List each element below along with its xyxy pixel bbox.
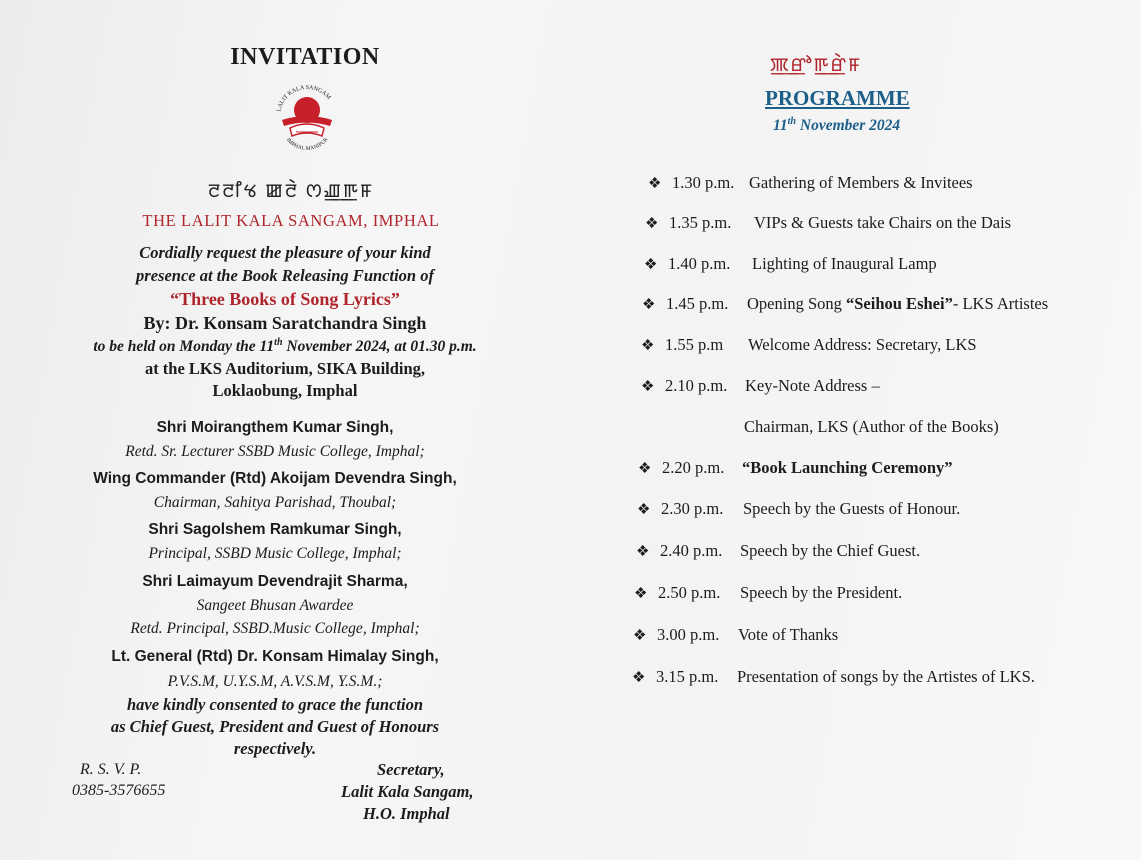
guest-1-title: Retd. Sr. Lecturer SSBD Music College, Imphal; (125, 443, 425, 460)
rsvp-label: R. S. V. P. (80, 761, 142, 778)
bullet-icon: ❖ (645, 216, 659, 232)
guest-3-title: Principal, SSBD Music College, Imphal; (148, 545, 402, 562)
programme-item (641, 335, 977, 355)
guest-5-title: P.V.S.M, U.Y.S.M, A.V.S.M, Y.S.M.; (167, 673, 383, 690)
item-desc: Vote of Thanks (738, 625, 839, 644)
signature-line-3: H.O. Imphal (363, 804, 450, 823)
venue-line-2: Loklaobung, Imphal (212, 381, 358, 400)
signature-line-2: Lalit Kala Sangam, (341, 782, 474, 801)
programme-item (644, 254, 937, 274)
programme-item (638, 458, 953, 478)
item-desc: Chairman, LKS (Author of the Books) (744, 417, 999, 436)
item-time: 2.30 p.m. (661, 499, 724, 518)
item-desc: Welcome Address: Secretary, LKS (748, 335, 977, 354)
guest-4-title-2: Retd. Principal, SSBD.Music College, Imphal; (130, 620, 420, 637)
guest-4-title-1: Sangeet Bhusan Awardee (196, 597, 354, 614)
programme-item (633, 625, 838, 645)
bullet-icon: ❖ (632, 670, 646, 686)
programme-item-continuation (744, 417, 999, 437)
item-time: 1.55 p.m (665, 335, 724, 354)
programme-heading: PROGRAMME (765, 86, 910, 110)
bullet-icon: ❖ (648, 176, 662, 192)
item-time: 2.10 p.m. (665, 376, 728, 395)
item-desc: Speech by the Chief Guest. (740, 541, 921, 560)
guest-2-name: Wing Commander (Rtd) Akoijam Devendra Singh, (93, 470, 457, 487)
item-desc: Key-Note Address – (745, 376, 880, 395)
rsvp-phone: 0385-3576655 (72, 782, 166, 799)
request-line-2: presence at the Book Releasing Function of (136, 266, 434, 285)
programme-item (642, 294, 1048, 314)
bullet-icon: ❖ (633, 628, 647, 644)
held-line: to be held on Monday the 11th November 2024, at 01.30 p.m. (93, 337, 477, 356)
item-time: 1.40 p.m. (668, 254, 731, 273)
bullet-icon: ❖ (636, 544, 650, 560)
programme-item (648, 173, 973, 193)
guest-5-name: Lt. General (Rtd) Dr. Konsam Himalay Singh, (111, 648, 439, 665)
item-desc: VIPs & Guests take Chairs on the Dais (754, 213, 1012, 232)
item-desc: Gathering of Members & Invitees (749, 173, 973, 192)
programme-date: 11th November 2024 (773, 116, 901, 135)
invitation-title: INVITATION (230, 44, 380, 70)
item-desc: Speech by the President. (740, 583, 903, 602)
programme-item (645, 213, 1011, 233)
item-desc: Presentation of songs by the Artistes of LKS. (737, 667, 1035, 686)
guest-4-name: Shri Laimayum Devendrajit Sharma, (142, 573, 408, 590)
guest-1-name: Shri Moirangthem Kumar Singh, (156, 419, 394, 436)
bullet-icon: ❖ (641, 338, 655, 354)
consent-line-3: respectively. (233, 739, 317, 758)
item-time: 3.15 p.m. (656, 667, 719, 686)
logo-bottom-text: IMPHAL MANIPUR (284, 136, 330, 152)
item-desc: Lighting of Inaugural Lamp (752, 254, 937, 273)
programme-item (636, 541, 920, 561)
item-time: 2.50 p.m. (658, 583, 721, 602)
item-time: 1.30 p.m. (672, 173, 735, 192)
signature-line-1: Secretary, (377, 760, 445, 779)
org-name: THE LALIT KALA SANGAM, IMPHAL (142, 211, 440, 230)
bullet-icon: ❖ (642, 297, 656, 313)
author-line: By: Dr. Konsam Saratchandra Singh (143, 313, 427, 333)
bullet-icon: ❖ (641, 379, 655, 395)
item-time: 2.40 p.m. (660, 541, 723, 560)
bullet-icon: ❖ (644, 257, 658, 273)
request-line-1: Cordially request the pleasure of your kind (139, 243, 431, 262)
bullet-icon: ❖ (637, 502, 651, 518)
item-desc: Speech by the Guests of Honour. (743, 499, 961, 518)
bullet-icon: ❖ (638, 461, 652, 477)
item-desc: Opening Song “Seihou Eshei”- LKS Artistes (747, 294, 1049, 313)
programme-item (634, 583, 902, 603)
consent-line-2: as Chief Guest, President and Guest of Honours (110, 717, 440, 736)
logo-top-text: LALIT KALA SANGAM (276, 84, 332, 113)
lks-logo (272, 76, 342, 156)
programme-item (637, 499, 960, 519)
programme-item (641, 376, 880, 396)
meitei-org-name: ꯂꯂꯤꯠ ꯀꯂꯥ ꯁꯉ꯭ꯒꯝ (208, 181, 374, 202)
item-desc: “Book Launching Ceremony” (742, 458, 953, 477)
item-time: 1.35 p.m. (669, 213, 732, 232)
consent-line-1: have kindly consented to grace the function (126, 695, 424, 714)
book-title: “Three Books of Song Lyrics” (170, 289, 400, 309)
guest-2-title: Chairman, Sahitya Parishad, Thoubal; (153, 494, 397, 511)
item-time: 3.00 p.m. (657, 625, 720, 644)
item-time: 1.45 p.m. (666, 294, 729, 313)
bullet-icon: ❖ (634, 586, 648, 602)
meitei-programme-heading: ꯄ꯭ꯔꯣꯒ꯭ꯔꯥꯝ (770, 55, 863, 76)
venue-line-1: at the LKS Auditorium, SIKA Building, (144, 359, 426, 378)
guest-3-name: Shri Sagolshem Ramkumar Singh, (148, 521, 402, 538)
item-time: 2.20 p.m. (662, 458, 725, 477)
programme-item (632, 667, 1035, 687)
